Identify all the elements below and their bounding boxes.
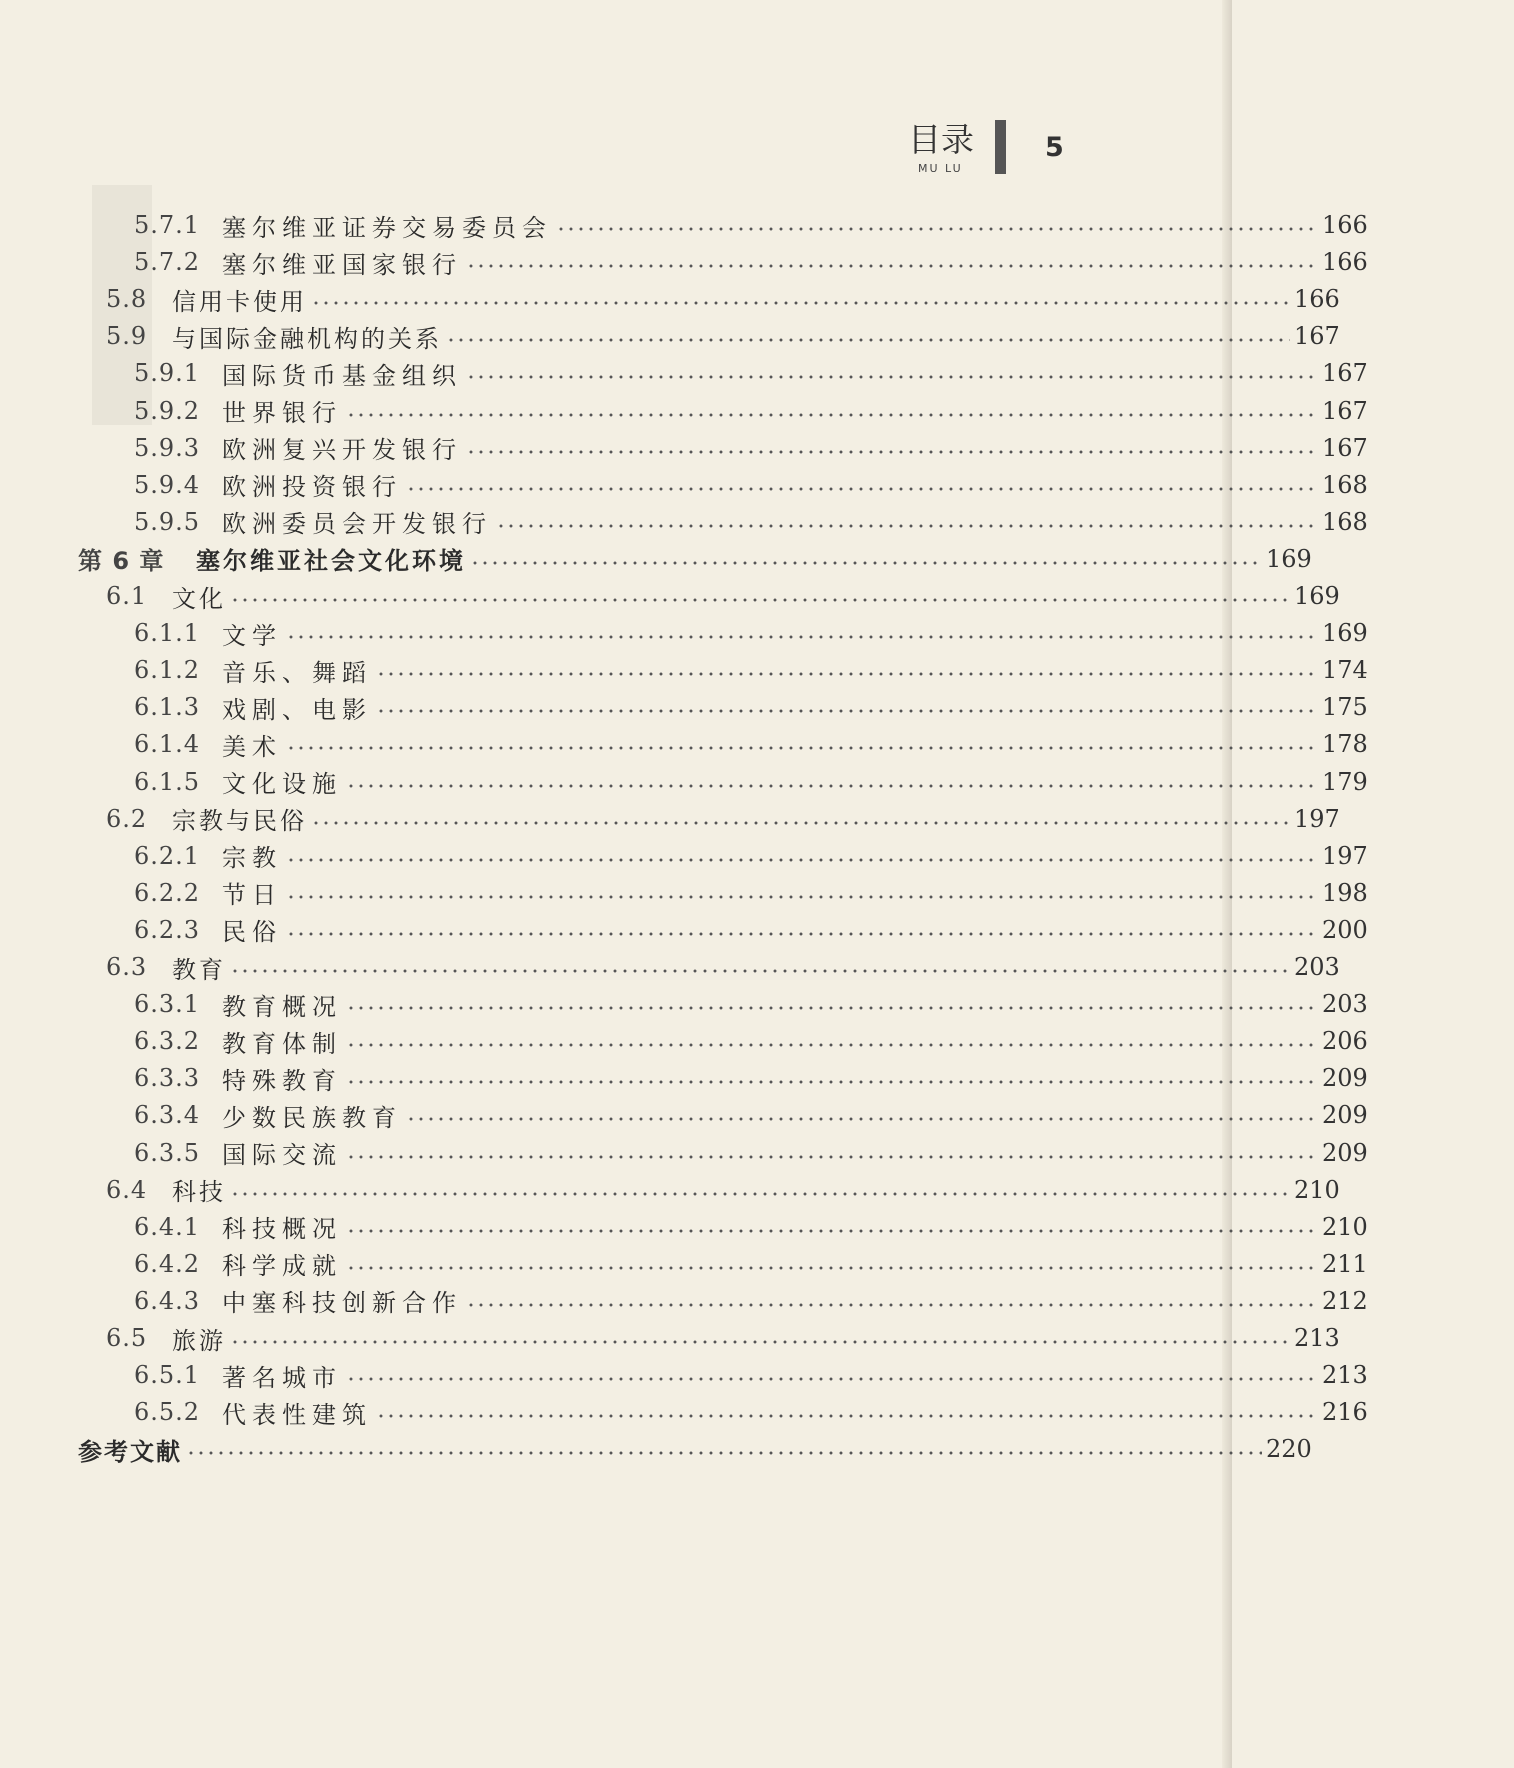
toc-entry-page: 200 [1322, 915, 1368, 944]
dot-leader [466, 375, 1318, 379]
toc-entry-number: 5.9.2 [134, 396, 201, 425]
toc-entry-number: 5.7.1 [134, 211, 201, 239]
toc-entry[interactable] [0, 1057, 1514, 1099]
dot-leader [466, 264, 1318, 268]
toc-entry-number: 6.4 [106, 1175, 148, 1204]
toc-entry-title: 美术 [222, 732, 282, 761]
toc-entry[interactable] [0, 538, 1458, 580]
toc-entry-number: 6.1.4 [134, 730, 201, 759]
toc-entry-number: 6.2.3 [134, 915, 201, 944]
dot-leader [346, 1006, 1318, 1010]
toc-entry-number: 6.4.1 [134, 1212, 201, 1241]
toc-entry[interactable] [0, 909, 1514, 951]
toc-entry-title: 旅游 [172, 1326, 226, 1355]
toc-entry[interactable] [0, 1391, 1514, 1433]
toc-entry-title: 特殊教育 [222, 1066, 342, 1095]
dot-leader [286, 895, 1318, 899]
toc-entry-page: 167 [1294, 322, 1340, 351]
toc-entry-title: 节日 [222, 881, 282, 910]
dot-leader [346, 1266, 1318, 1270]
toc-entry-page: 206 [1322, 1027, 1368, 1056]
toc-entry-number: 6.2.2 [134, 878, 201, 907]
toc-entry-page: 213 [1294, 1324, 1340, 1352]
toc-entry-number: 6.1.3 [134, 693, 201, 722]
toc-entry-page: 167 [1322, 396, 1368, 425]
dot-leader [346, 1155, 1318, 1159]
toc-entry-title: 与国际金融机构的关系 [172, 324, 442, 353]
toc-entry-number: 6.3.3 [134, 1064, 201, 1093]
toc-entry[interactable] [0, 1243, 1514, 1285]
toc-entry-title: 教育概况 [222, 992, 342, 1021]
toc-entry-number: 6.1.2 [134, 656, 201, 685]
toc-entry-title: 世界银行 [222, 399, 342, 427]
dot-leader [556, 227, 1318, 231]
toc-entry[interactable] [0, 278, 1486, 320]
toc-entry-page: 168 [1322, 470, 1368, 499]
toc-entry-page: 174 [1322, 656, 1368, 685]
toc-entry-page: 198 [1322, 878, 1368, 907]
toc-entry-title: 音乐、舞蹈 [222, 658, 372, 687]
toc-entry-number: 6.2.1 [134, 841, 201, 870]
toc-entry-number: 6.3.2 [134, 1027, 201, 1056]
toc-entry-title: 科学成就 [222, 1252, 342, 1281]
toc-entry-number: 6.1.1 [134, 619, 201, 648]
toc-entry-page: 209 [1322, 1064, 1368, 1093]
toc-entry-number: 5.7.2 [134, 248, 201, 277]
toc-entry-number: 6.1.5 [134, 767, 201, 796]
dot-leader [346, 413, 1318, 417]
dot-leader [496, 524, 1318, 528]
toc-entry-number: 6.3 [106, 953, 148, 981]
toc-entry[interactable] [0, 1094, 1514, 1136]
toc-entry[interactable] [0, 1317, 1486, 1359]
toc-entry-page: 178 [1322, 730, 1368, 759]
toc-entry-number: 6.5 [106, 1324, 148, 1352]
toc-entry-title: 国际交流 [222, 1141, 342, 1169]
dot-leader [376, 709, 1318, 713]
toc-entry-number: 6.2 [106, 804, 148, 833]
toc-entry-title: 少数民族教育 [222, 1103, 402, 1132]
toc-entry[interactable] [0, 1354, 1514, 1396]
toc-entry-page: 220 [1266, 1435, 1312, 1464]
toc-entry-number: 5.9.3 [134, 433, 201, 462]
dot-leader [376, 672, 1318, 676]
toc-entry-page: 203 [1322, 990, 1368, 1019]
toc-entry-page: 211 [1322, 1249, 1368, 1278]
toc-entry-title: 教育 [172, 955, 226, 984]
dot-leader [346, 1043, 1318, 1047]
toc-entry-title: 宗教 [222, 844, 282, 873]
page-header [0, 112, 1232, 192]
toc-entry-page: 169 [1266, 544, 1312, 573]
header-subtitle: MU LU [918, 162, 963, 175]
toc-entry-title: 欧洲委员会开发银行 [222, 510, 492, 539]
toc-entry-page: 166 [1322, 248, 1368, 277]
toc-entry-title: 代表性建筑 [222, 1400, 372, 1429]
toc-entry-page: 203 [1294, 953, 1340, 981]
toc-entry[interactable] [0, 1020, 1514, 1062]
toc-entry-title: 文学 [222, 621, 282, 650]
toc-entry[interactable] [0, 315, 1486, 357]
dot-leader [376, 1414, 1318, 1418]
toc-entry[interactable] [0, 761, 1514, 803]
toc-entry[interactable] [0, 575, 1486, 617]
toc-entry[interactable] [0, 427, 1514, 469]
toc-entry[interactable] [0, 723, 1514, 765]
toc-entry-page: 197 [1294, 804, 1340, 833]
toc-entry[interactable] [0, 946, 1486, 988]
toc-entry-number: 6.4.3 [134, 1286, 201, 1315]
toc-entry-page: 169 [1294, 582, 1340, 610]
dot-leader [286, 746, 1318, 750]
toc-entry[interactable] [0, 501, 1514, 543]
toc-entry-title: 文化设施 [222, 770, 342, 798]
toc-entry-page: 169 [1322, 619, 1368, 648]
toc-entry-number: 第 6 章 [78, 547, 165, 576]
toc-entry-page: 209 [1322, 1138, 1368, 1167]
dot-leader [311, 821, 1290, 825]
toc-entry-title: 塞尔维亚证券交易委员会 [222, 213, 552, 242]
dot-leader [446, 338, 1290, 342]
toc-entry[interactable] [0, 798, 1486, 840]
toc-entry[interactable] [0, 1132, 1514, 1174]
dot-leader [406, 487, 1318, 491]
toc-entry-title: 文化 [172, 584, 226, 613]
toc-entry-title: 塞尔维亚国家银行 [222, 250, 462, 279]
dot-leader [311, 301, 1290, 305]
toc-entry-number: 5.9.1 [134, 359, 201, 388]
toc-entry-page: 168 [1322, 507, 1368, 536]
dot-leader [466, 1303, 1318, 1307]
dot-leader [466, 450, 1318, 454]
dot-leader [286, 932, 1318, 936]
toc-entry[interactable] [0, 686, 1514, 728]
toc-entry-page: 175 [1322, 693, 1368, 722]
toc-entry-number: 5.9.4 [134, 470, 201, 499]
toc-entry-number: 5.9 [106, 322, 148, 351]
toc-entry-title: 国际货币基金组织 [222, 361, 462, 390]
dot-leader [286, 858, 1318, 862]
toc-entry-page: 167 [1322, 433, 1368, 462]
toc-entry-page: 167 [1322, 359, 1368, 388]
toc-entry-page: 166 [1322, 211, 1368, 239]
toc-entry[interactable] [0, 204, 1514, 246]
toc-entry[interactable] [0, 872, 1514, 914]
toc-entry-number: 6.1 [106, 582, 148, 610]
dot-leader [230, 969, 1290, 973]
toc-entry-page: 209 [1322, 1101, 1368, 1130]
toc-entry[interactable] [0, 612, 1514, 654]
toc-entry[interactable] [0, 1169, 1486, 1211]
toc-entry-page: 179 [1322, 767, 1368, 796]
toc-entry[interactable] [0, 390, 1514, 432]
toc-entry-page: 212 [1322, 1286, 1368, 1315]
toc-entry-number: 5.9.5 [134, 507, 201, 536]
toc-entry-title: 宗教与民俗 [172, 807, 307, 836]
toc-entry[interactable] [0, 983, 1514, 1025]
toc-entry-number: 6.3.4 [134, 1101, 201, 1130]
header-divider-bar [995, 120, 1006, 174]
toc-entry-page: 216 [1322, 1398, 1368, 1427]
toc-entry[interactable] [0, 352, 1514, 394]
toc-entry-number: 6.4.2 [134, 1249, 201, 1278]
toc-entry[interactable] [0, 1206, 1514, 1248]
dot-leader [186, 1451, 1262, 1455]
toc-entry-title: 科技 [172, 1178, 226, 1207]
toc-entry-title: 中塞科技创新合作 [222, 1289, 462, 1318]
toc-entry-title: 欧洲复兴开发银行 [222, 436, 462, 465]
dot-leader [230, 1340, 1290, 1344]
toc-entry-page: 197 [1322, 841, 1368, 870]
toc-entry[interactable] [0, 1428, 1458, 1470]
toc-entry[interactable] [0, 464, 1514, 506]
page-number: 5 [1045, 132, 1064, 163]
dot-leader [230, 1192, 1290, 1196]
toc-entry-title: 民俗 [222, 918, 282, 947]
toc-entry-title: 参考文献 [78, 1437, 182, 1466]
dot-leader [346, 1377, 1318, 1381]
toc-entry-title: 信用卡使用 [172, 287, 307, 316]
toc-entry-number: 6.3.5 [134, 1138, 201, 1167]
toc-entry-number: 5.8 [106, 285, 148, 314]
header-title: 目录 [908, 120, 974, 159]
dot-leader [346, 1080, 1318, 1084]
toc-entry-title: 塞尔维亚社会文化环境 [196, 547, 466, 576]
toc-entry-title: 戏剧、电影 [222, 695, 372, 724]
toc-entry-page: 166 [1294, 285, 1340, 314]
dot-leader [346, 784, 1318, 788]
toc-entry-page: 210 [1322, 1212, 1368, 1241]
toc-entry-title: 欧洲投资银行 [222, 473, 402, 502]
toc-entry-number: 6.5.1 [134, 1361, 201, 1390]
dot-leader [286, 635, 1318, 639]
toc-entry-page: 213 [1322, 1361, 1368, 1390]
toc-entry-page: 210 [1294, 1175, 1340, 1204]
toc-entry[interactable] [0, 835, 1514, 877]
toc-entry[interactable] [0, 241, 1514, 283]
toc-entry-title: 教育体制 [222, 1029, 342, 1058]
dot-leader [346, 1229, 1318, 1233]
toc-entry-title: 著名城市 [222, 1363, 342, 1392]
toc-entry[interactable] [0, 649, 1514, 691]
toc-entry-title: 科技概况 [222, 1215, 342, 1244]
dot-leader [470, 561, 1262, 565]
dot-leader [406, 1117, 1318, 1121]
toc-entry-number: 6.3.1 [134, 990, 201, 1019]
toc-entry-number: 6.5.2 [134, 1398, 201, 1427]
toc-entry[interactable] [0, 1280, 1514, 1322]
dot-leader [230, 598, 1290, 602]
